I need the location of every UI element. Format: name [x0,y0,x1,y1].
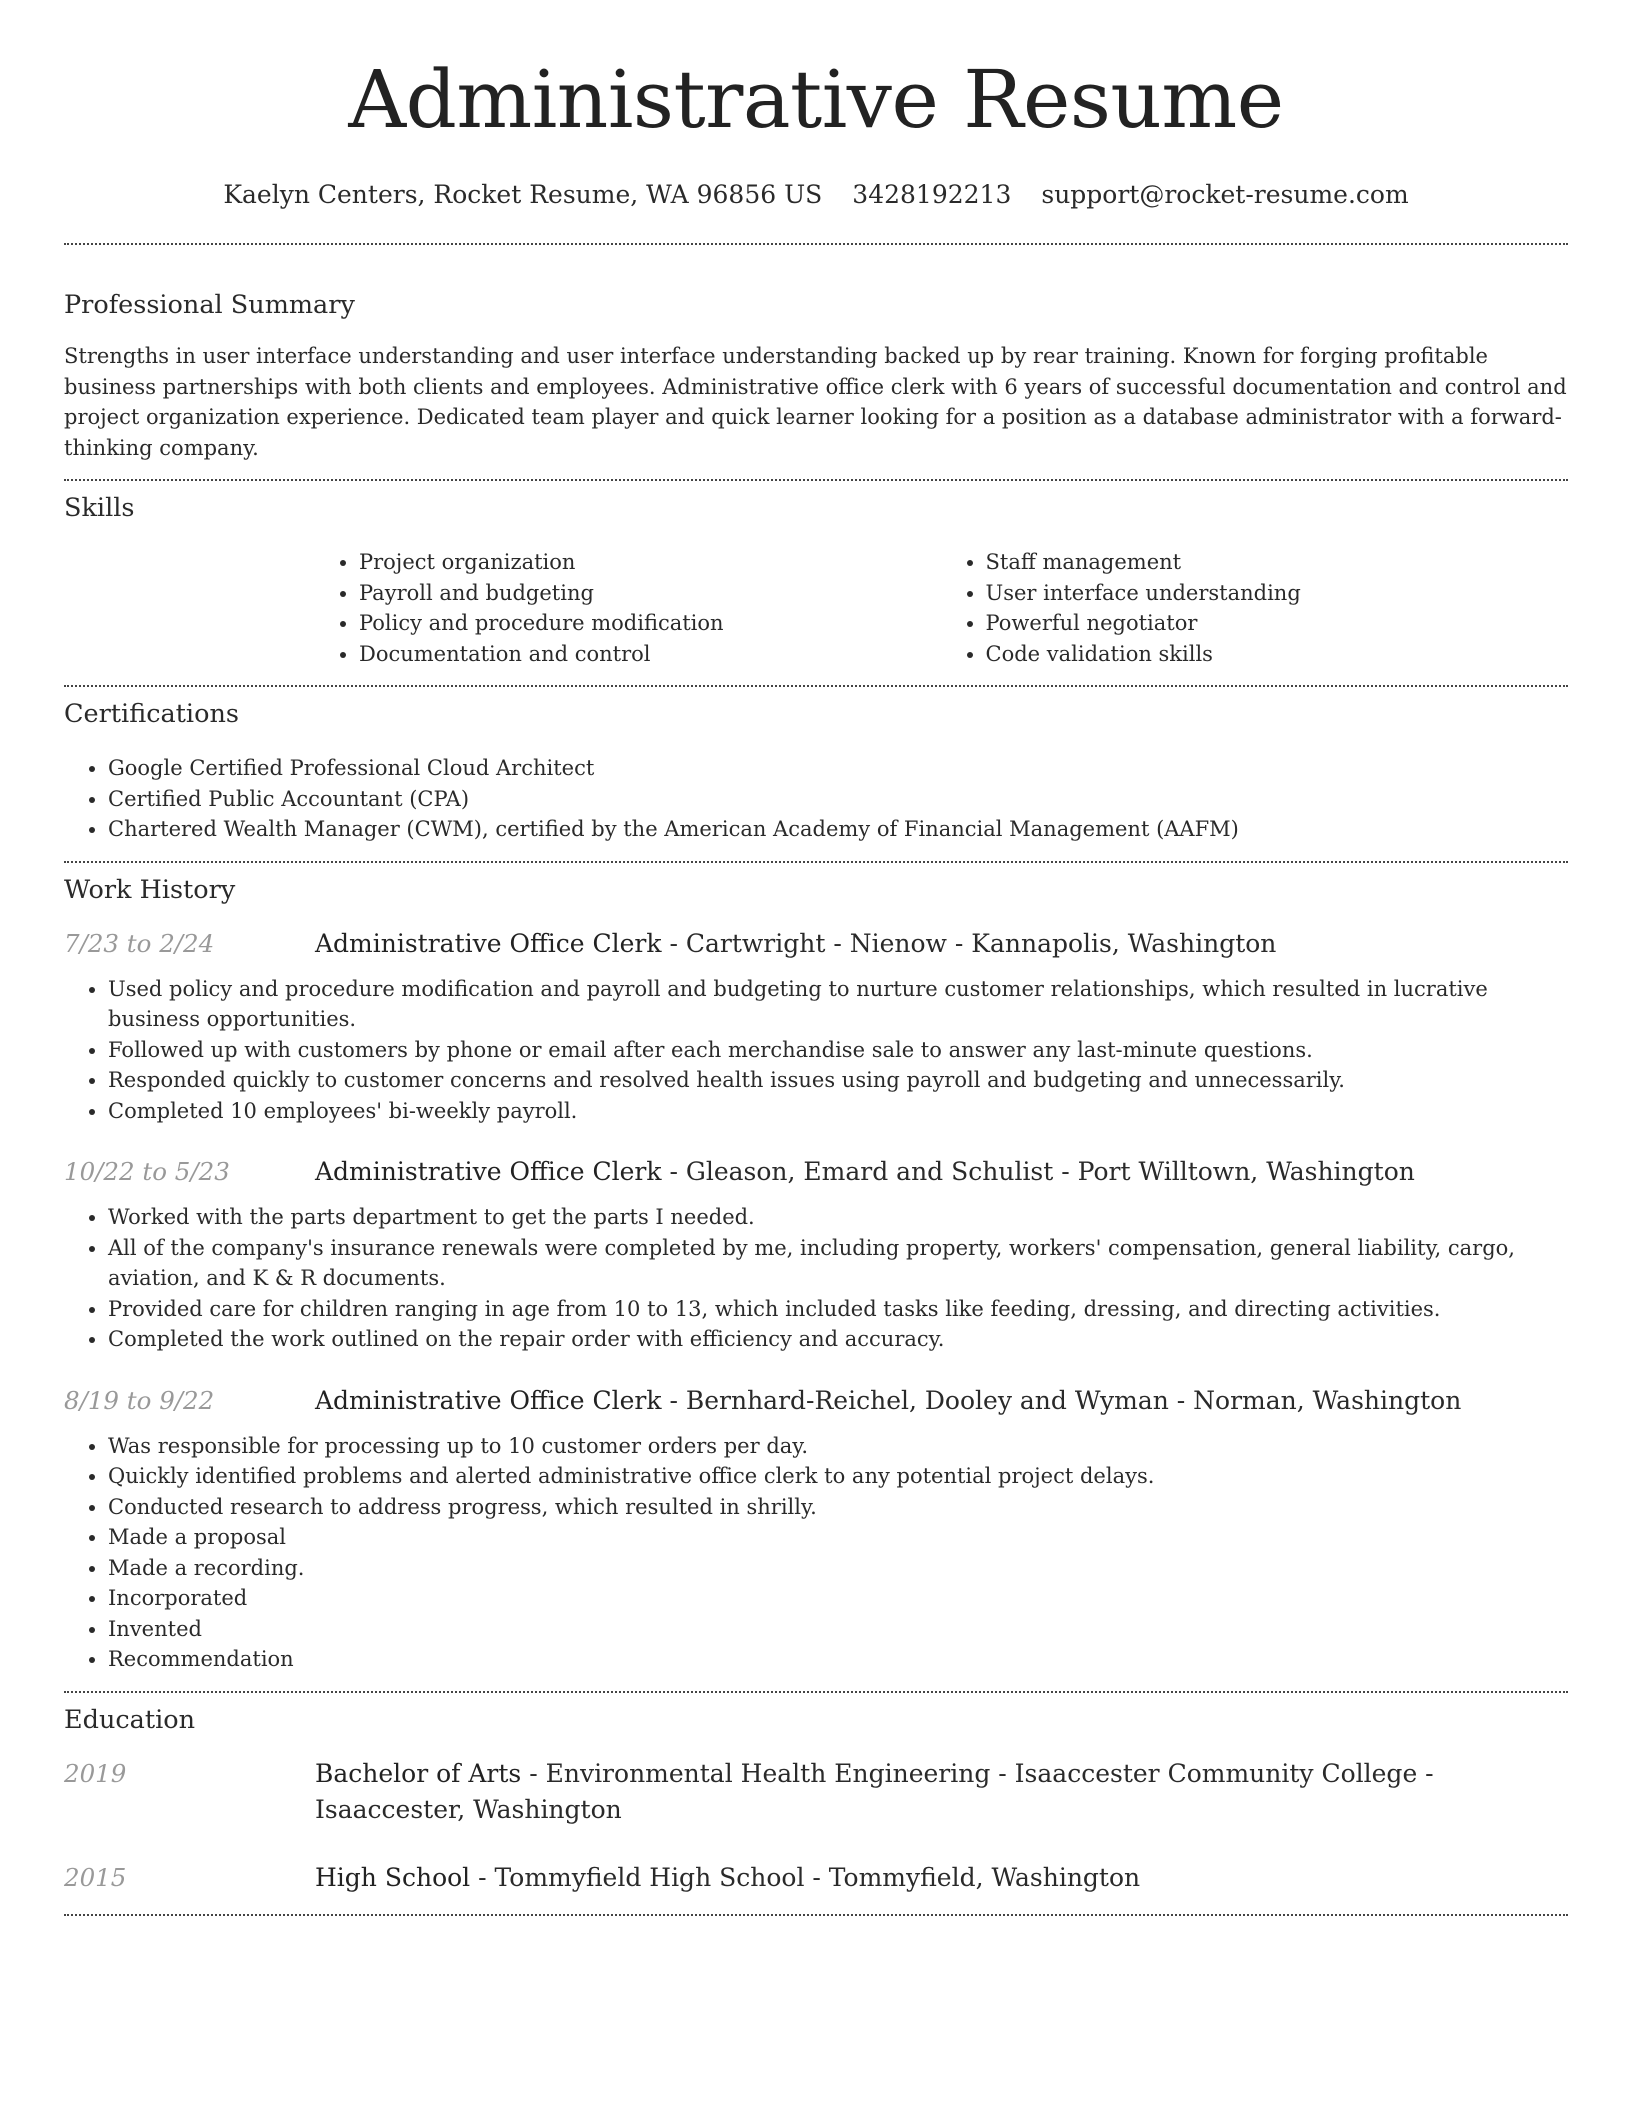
resume-title: Administrative Resume [348,53,1284,146]
divider [64,1914,1568,1916]
certifications-section [64,687,1568,845]
job-bullet: • Provided care for children ranging in age from 10 to 13, which included tasks like feeding, dressing, and directing activities. [108,1294,1568,1325]
job-bullet: • Incorporated [108,1583,1568,1614]
job-bullet: • Followed up with customers by phone or email after each merchandise sale to answer any last-minute questions. [108,1035,1568,1066]
education-year: 2015 [64,1862,127,1892]
contact-phone: 3428192213 [852,180,1012,209]
contact-email: support@rocket-resume.com [1041,180,1409,209]
education-entry [64,1860,1568,1896]
job-bullet: • Made a recording. [108,1553,1568,1584]
skills-columns [315,547,1568,669]
section-heading-skills: Skills [64,493,135,523]
job-bullets [64,1202,1568,1355]
education-entry [64,1756,1568,1828]
section-heading-certifications: Certifications [64,699,239,729]
job-bullet: • Used policy and procedure modification and payroll and budgeting to nurture customer relationships, which resulted in lucrative business opportunities. [108,974,1568,1035]
job-entry [64,1383,1568,1675]
skills-list-left [315,547,942,669]
job-title-line [315,1154,1415,1190]
job-bullet: • Completed 10 employees' bi-weekly payroll. [108,1096,1568,1127]
certification-item: • Google Certified Professional Cloud Architect [108,753,1568,784]
summary-text: Strengths in user interface understanding and user interface understanding backed up by rear training. Known for forging profitable business partnerships with both clients and employees. Administrative office clerk with 6 years of successful documentation and control and project organization experience. Dedicated team player and quick learner looking for a position as a database administrator with a forward-thinking company. [64,344,1567,460]
education-line [315,1756,1568,1828]
skills-list-right [942,547,1569,669]
certification-item: • Chartered Wealth Manager (CWM), certified by the American Academy of Financial Management (AAFM) [108,814,1568,845]
job-employer-location: - Bernhard-Reichel, Dooley and Wyman - Norman, Washington [661,1385,1462,1415]
job-bullet: • Invented [108,1614,1568,1645]
job-bullet: • Worked with the parts department to get the parts I needed. [108,1202,1568,1233]
job-bullet: • Quickly identified problems and alerted administrative office clerk to any potential project delays. [108,1461,1568,1492]
job-dates: 7/23 to 2/24 [64,928,215,958]
education-details: - Tommyfield High School - Tommyfield, Washington [470,1862,1141,1892]
education-degree: Bachelor of Arts [315,1758,522,1788]
skill-item: • Powerful negotiator [986,608,1569,639]
skill-item: • Code validation skills [986,639,1569,670]
skills-section [64,481,1568,669]
education-degree: High School [315,1862,471,1892]
education-year: 2019 [64,1758,127,1788]
education-section [64,1693,1568,1896]
job-bullet: • Recommendation [108,1644,1568,1675]
education-details: - Environmental Health Engineering - Isaaccester Community College - Isaaccester, Washington [315,1758,1434,1824]
certification-item: • Certified Public Accountant (CPA) [108,784,1568,815]
certifications-list [64,753,1568,845]
job-title: Administrative Office Clerk [315,1157,662,1186]
job-entry [64,926,1568,1127]
job-bullet: • Completed the work outlined on the repair order with efficiency and accuracy. [108,1324,1568,1355]
contact-line [64,180,1568,210]
work-history-section [64,863,1568,1675]
summary-section [64,245,1568,463]
job-employer-location: - Cartwright - Nienow - Kannapolis, Washington [661,928,1277,958]
job-title-line [315,1383,1461,1419]
job-header [64,1154,1568,1190]
skill-item: • User interface understanding [986,578,1569,609]
job-title: Administrative Office Clerk [315,928,662,958]
job-bullet: • Conducted research to address progress, which resulted in shrilly. [108,1492,1568,1523]
job-employer-location: - Gleason, Emard and Schulist - Port Willtown, Washington [661,1157,1415,1186]
job-bullets [64,974,1568,1127]
skill-item: • Documentation and control [359,639,942,670]
job-bullet: • All of the company's insurance renewals were completed by me, including property, workers' compensation, general liability, cargo, aviation, and K & R documents. [108,1233,1568,1294]
skill-item: • Project organization [359,547,942,578]
job-dates: 8/19 to 9/22 [64,1385,215,1415]
job-dates: 10/22 to 5/23 [64,1157,230,1186]
job-bullet: • Made a proposal [108,1522,1568,1553]
section-heading-education: Education [64,1704,196,1735]
section-heading-summary: Professional Summary [64,290,355,320]
contact-address: Kaelyn Centers, Rocket Resume, WA 96856 US [223,180,823,209]
job-bullet: • Was responsible for processing up to 10 customer orders per day. [108,1431,1568,1462]
skill-item: • Staff management [986,547,1569,578]
job-bullets [64,1431,1568,1675]
skill-item: • Payroll and budgeting [359,578,942,609]
education-line [315,1860,1140,1896]
job-header [64,926,1568,962]
job-title: Administrative Office Clerk [315,1385,662,1415]
job-entry [64,1154,1568,1355]
skill-item: • Policy and procedure modification [359,608,942,639]
job-bullet: • Responded quickly to customer concerns and resolved health issues using payroll and budgeting and unnecessarily. [108,1065,1568,1096]
job-title-line [315,926,1276,962]
section-heading-work-history: Work History [64,874,236,905]
job-header [64,1383,1568,1419]
